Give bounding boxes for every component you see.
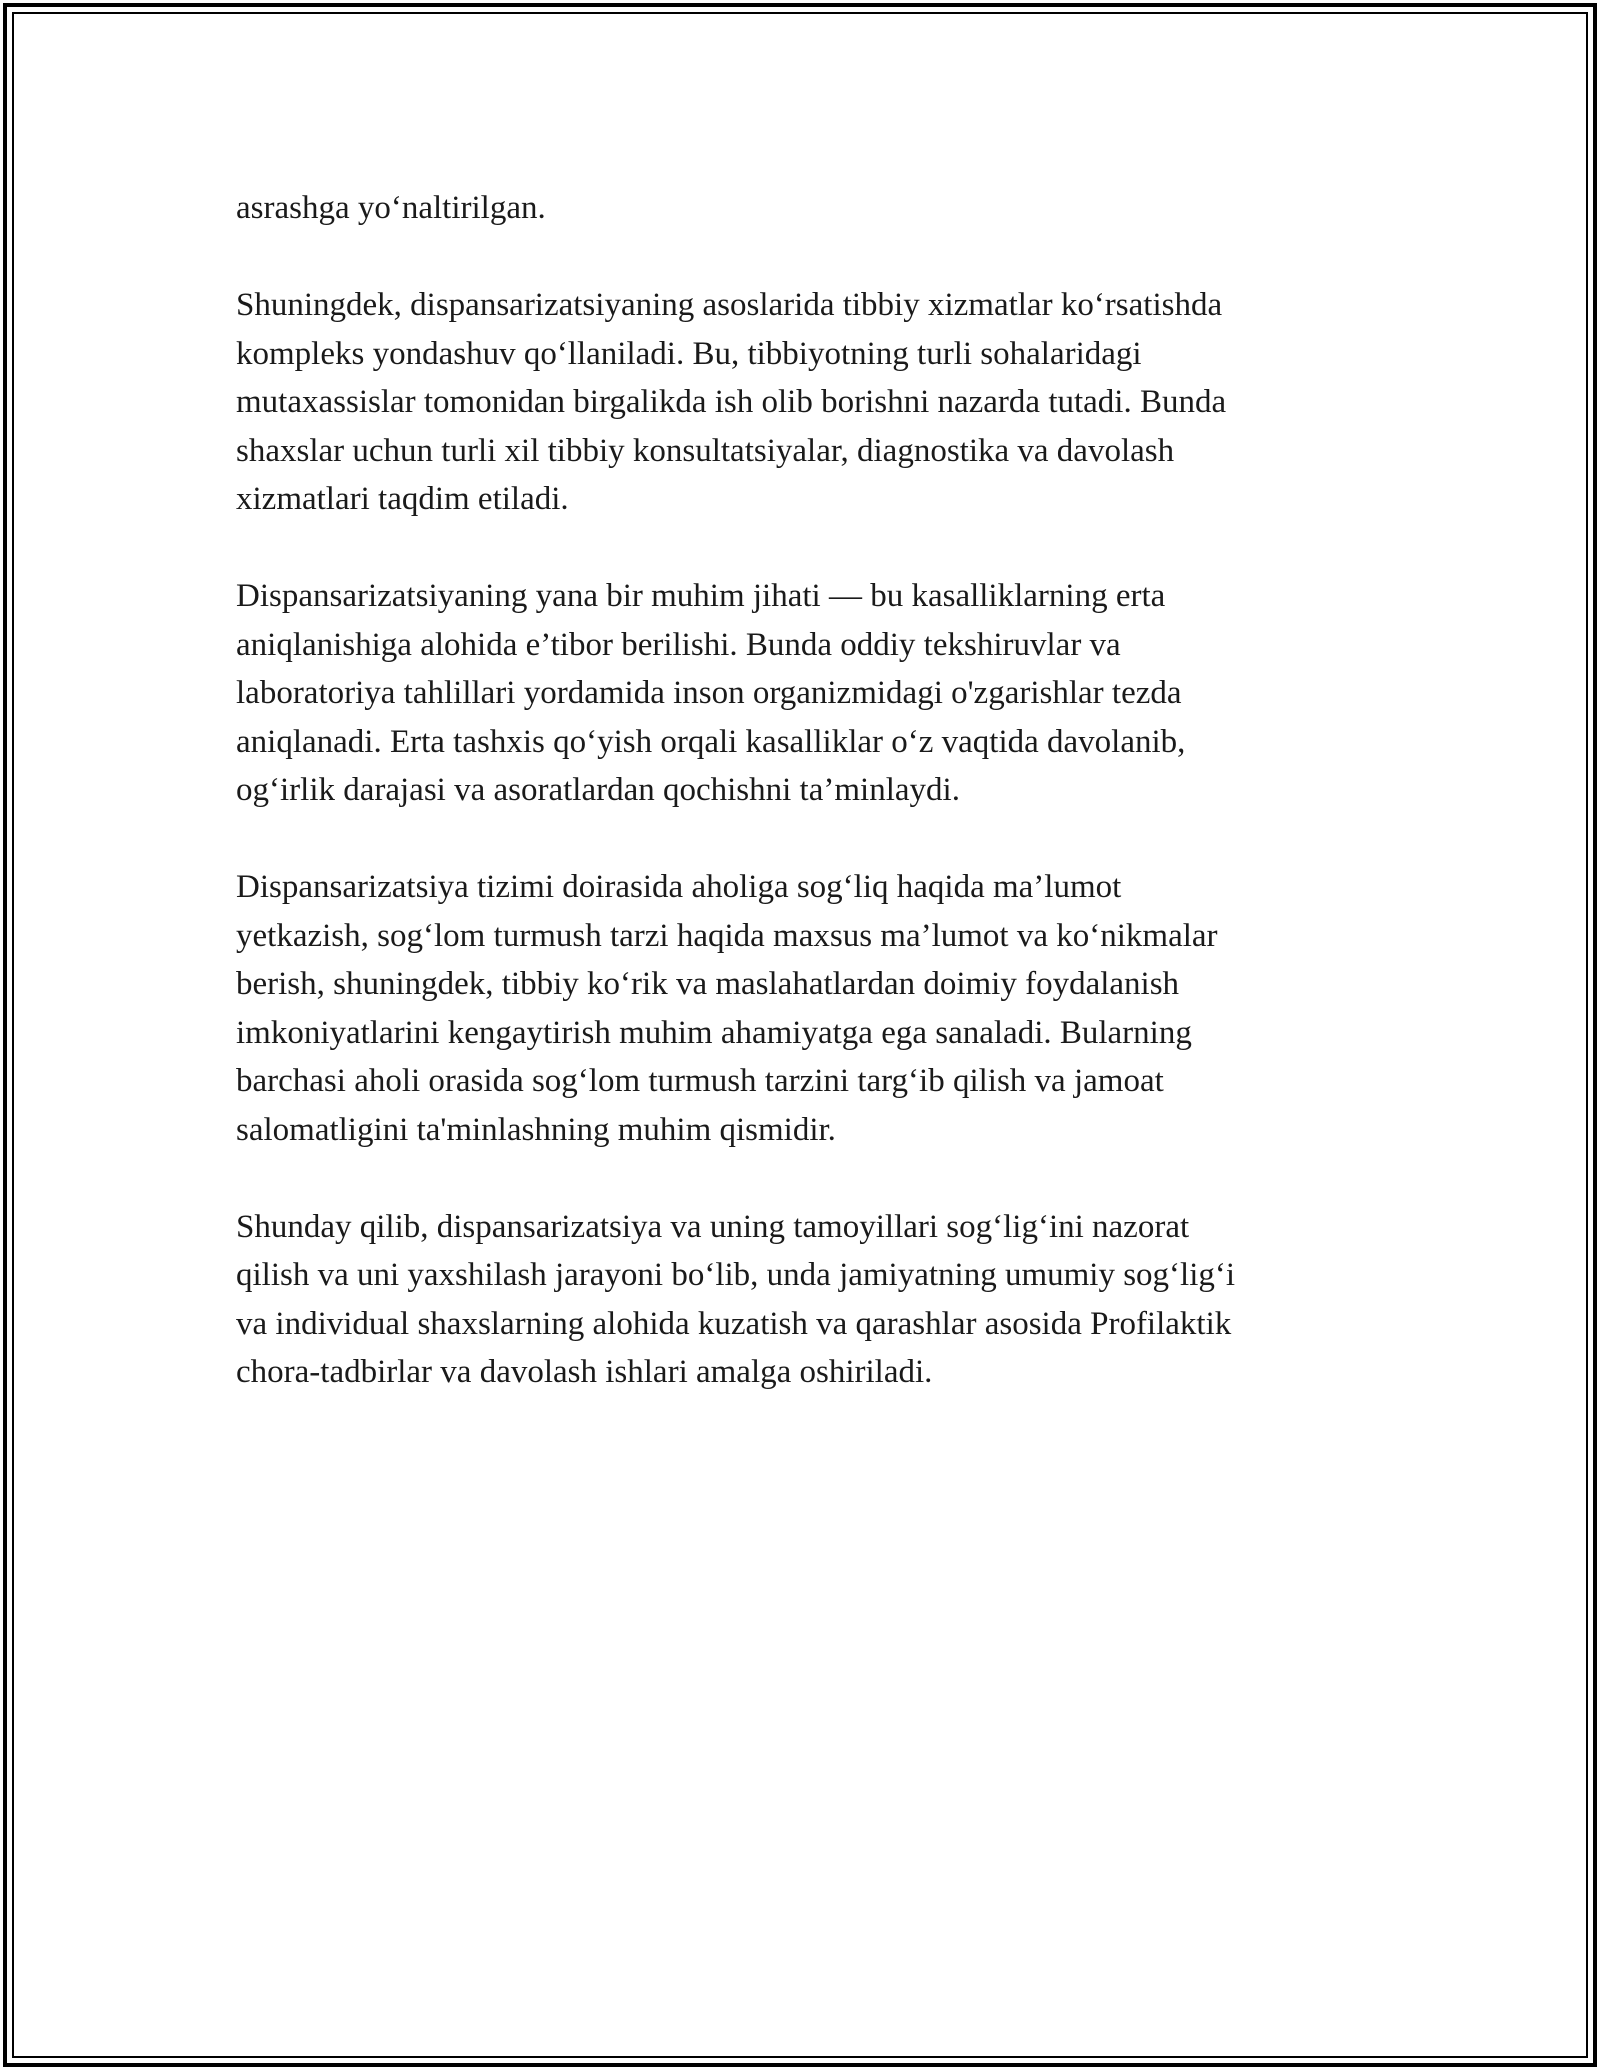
paragraph-4: Dispansarizatsiya tizimi doirasida aholiga sog‘liq haqida ma’lumot yetkazish, sog‘lom turmush tarzi haqida maxsus ma’lumot va ko‘nikmalar berish, shuningdek, tibbiy ko‘rik va maslahatlardan doimiy foydalanish imkoniyatlarini kengaytirish muhim ahamiyatga ega sanaladi. Bularning barchasi aholi orasida sog‘lom turmush tarzini targ‘ib qilish va jamoat salomatligini ta'minlashning muhim qismidir. [236, 869, 1218, 1148]
paragraph-1: asrashga yo‘naltirilgan. [236, 190, 546, 226]
paragraph-5: Shunday qilib, dispansarizatsiya va uning tamoyillari sog‘lig‘ini nazorat qilish va uni yaxshilash jarayoni bo‘lib, unda jamiyatning umumiy sog‘lig‘i va individual shaxslarning alohida kuzatish va qarashlar asosida Profilaktik chora-tadbirlar va davolash ishlari amalga oshiriladi. [236, 1208, 1236, 1390]
paragraph-2: Shuningdek, dispansarizatsiyaning asoslarida tibbiy xizmatlar ko‘rsatishda kompleks yondashuv qo‘llaniladi. Bu, tibbiyotning turli sohalaridagi mutaxassislar tomonidan birgalikda ish olib borishni nazarda tutadi. Bunda shaxslar uchun turli xil tibbiy konsultatsiyalar, diagnostika va davolash xizmatlari taqdim etiladi. [236, 287, 1227, 517]
document-body [236, 184, 1364, 1445]
paragraph-3: Dispansarizatsiyaning yana bir muhim jihati — bu kasalliklarning erta aniqlanishiga alohida e’tibor berilishi. Bunda oddiy tekshiruvlar va laboratoriya tahlillari yordamida inson organizmidagi o'zgarishlar tezda aniqlanadi. Erta tashxis qo‘yish orqali kasalliklar o‘z vaqtida davolanib, og‘irlik darajasi va asoratlardan qochishni ta’minlaydi. [236, 578, 1186, 808]
